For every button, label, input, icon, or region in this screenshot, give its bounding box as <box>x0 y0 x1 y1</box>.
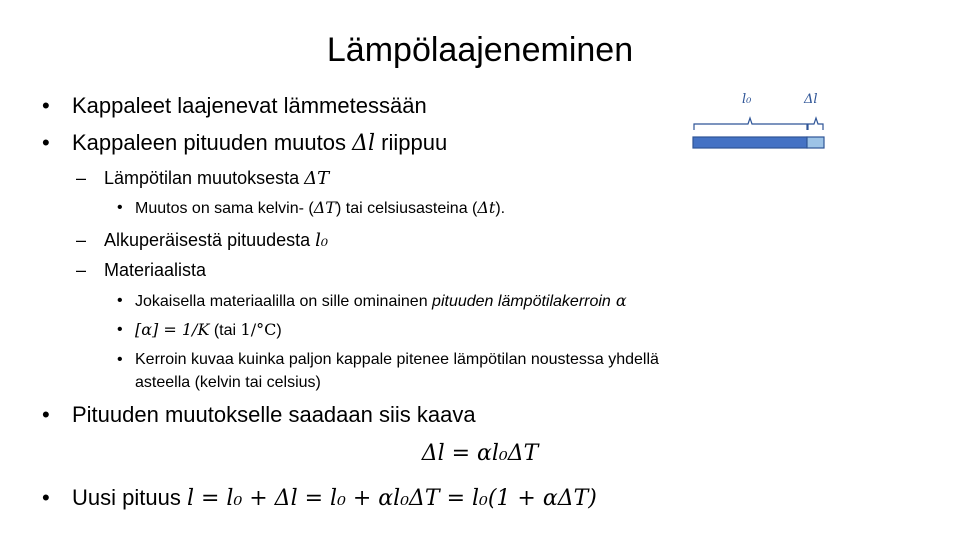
bullet-glyph: • <box>117 292 123 309</box>
sub-bullet-1 <box>76 166 330 191</box>
dash-glyph: – <box>76 260 87 280</box>
bullet-3 <box>42 401 476 429</box>
bullet-4-math: l = l₀ + Δl = l₀ + αl₀ΔT = l₀(1 + αΔT) <box>186 486 597 511</box>
sub-bullet-3 <box>76 258 207 282</box>
bullet-glyph: • <box>42 485 50 510</box>
subsub-bullet-1 <box>117 197 506 219</box>
sub-bullet-2-math: l₀ <box>315 230 329 251</box>
sub-bullet-1-text: Lämpötilan muutoksesta <box>104 168 305 188</box>
brace-l0 <box>694 118 807 130</box>
bullet-2-tail: riippuu <box>375 130 448 155</box>
subsub-3-math: [α] = 1/K <box>135 320 210 339</box>
bullet-2-text: Kappaleen pituuden muutos <box>72 130 353 155</box>
subsub-2-math: α <box>610 291 627 310</box>
bullet-1 <box>42 92 427 120</box>
bullet-2-math: Δl <box>352 131 376 156</box>
bullet-glyph: • <box>117 321 123 338</box>
brace-delta-l <box>808 118 823 130</box>
subsub-1-text-b: ) tai celsiusasteina ( <box>335 200 478 217</box>
subsub-bullet-4 <box>117 349 659 370</box>
subsub-3-text-c: ) <box>276 322 282 339</box>
bullet-3-text: Pituuden muutokselle saadaan siis kaava <box>72 402 476 427</box>
subsub-2-emphasis: pituuden lämpötilakerroin <box>432 293 611 310</box>
dash-glyph: – <box>76 168 87 188</box>
formula: Δl = αl₀ΔT <box>421 441 539 466</box>
subsub-1-math-1: ΔT <box>313 198 336 217</box>
rod-original <box>693 137 807 148</box>
subsub-bullet-4-continuation <box>135 372 321 393</box>
bullet-glyph: • <box>117 199 123 216</box>
bullet-1-text: Kappaleet laajenevat lämmetessään <box>72 93 427 118</box>
label-l0: l₀ <box>742 92 752 107</box>
rod-extension <box>807 137 824 148</box>
sub-bullet-1-math: ΔT <box>304 168 330 189</box>
subsub-bullet-3 <box>117 319 282 341</box>
bullet-glyph: • <box>117 351 123 368</box>
dash-glyph: – <box>76 230 87 250</box>
subsub-4-line-2: asteella (kelvin tai celsius) <box>135 374 321 391</box>
sub-bullet-2-text: Alkuperäisestä pituudesta <box>104 230 316 250</box>
subsub-3-text-b: (tai <box>209 322 241 339</box>
bullet-glyph: • <box>42 402 50 427</box>
bullet-4 <box>42 484 597 513</box>
expansion-diagram <box>686 90 836 154</box>
subsub-3-math-2: 1/°C <box>240 320 277 339</box>
bullet-4-text: Uusi pituus <box>72 485 187 510</box>
subsub-1-text-c: ). <box>495 200 506 217</box>
subsub-bullet-2 <box>117 290 627 312</box>
slide-title: Lämpölaajeneminen <box>326 31 634 69</box>
bullet-glyph: • <box>42 93 50 118</box>
subsub-4-line-1: Kerroin kuvaa kuinka paljon kappale pitenee lämpötilan noustessa yhdellä <box>135 351 659 368</box>
label-delta-l: Δl <box>804 92 818 107</box>
sub-bullet-2 <box>76 228 329 253</box>
subsub-2-text: Jokaisella materiaalilla on sille ominainen <box>135 293 433 310</box>
rod-svg <box>686 90 836 154</box>
subsub-1-text-a: Muutos on sama kelvin- ( <box>135 200 314 217</box>
bullet-2 <box>42 129 448 158</box>
subsub-1-math-2: Δt <box>477 198 496 217</box>
sub-bullet-3-text: Materiaalista <box>104 260 207 280</box>
bullet-glyph: • <box>42 130 50 155</box>
